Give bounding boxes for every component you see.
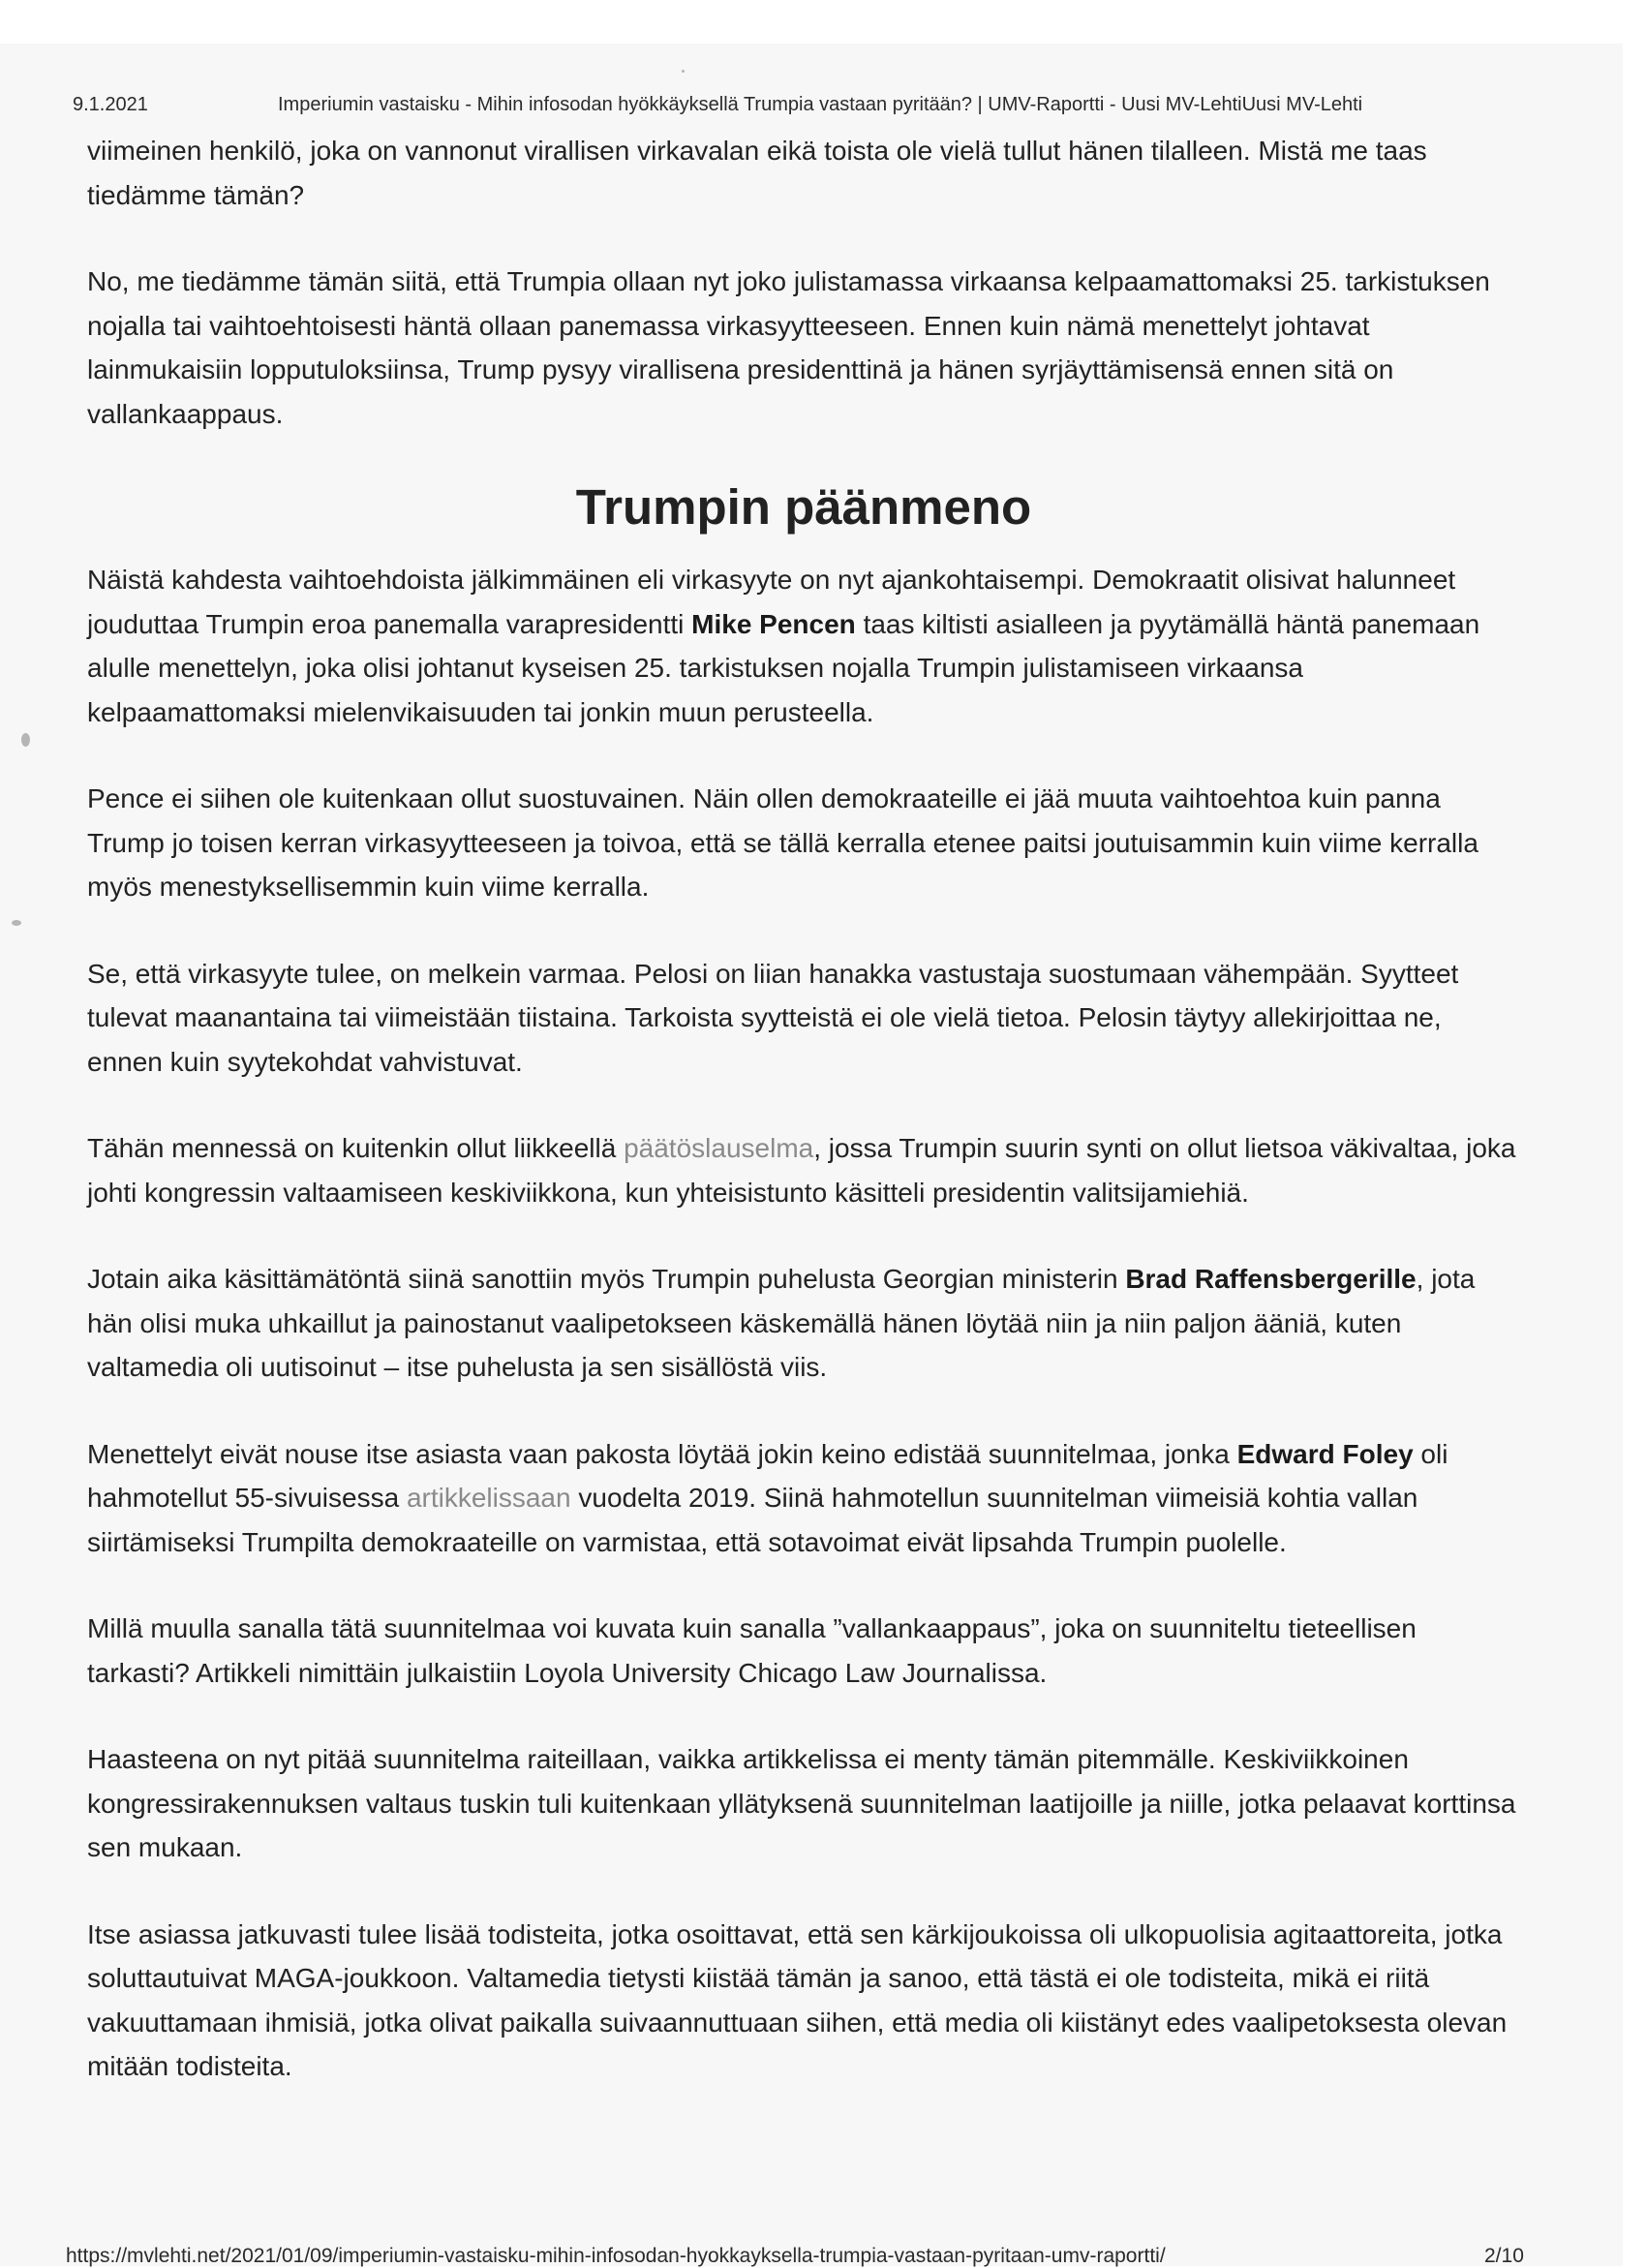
name-mike-pence: Mike Pencen <box>691 608 856 639</box>
paragraph-4: Pence ei siihen ole kuitenkaan ollut suostuvainen. Näin ollen demokraateille ei jää muuta vaihtoehtoa kuin panna Trump jo toisen kerran virkasyytteeseen ja toivoa, että se tällä kerralla etenee paitsi joutuisammin kuin viime kerralla myös menestyksellisemmin kuin viime kerralla. <box>87 783 1478 902</box>
print-url: https://mvlehti.net/2021/01/09/imperiumin-vastaisku-mihin-infosodan-hyokkayksella-trumpia-vastaan-pyritaan-umv-raportti/ <box>66 2245 1166 2267</box>
page-number: 2/10 <box>1484 2245 1524 2267</box>
paragraph-9: Millä muulla sanalla tätä suunnitelmaa voi kuvata kuin sanalla ”vallankaappaus”, joka on suunniteltu tieteellisen tarkasti? Artikkeli nimittäin julkaistiin Loyola University Chicago Law Journalissa. <box>87 1613 1417 1688</box>
paragraph-6 <box>87 1126 1520 1214</box>
scan-speck <box>12 920 21 926</box>
paragraph-6-text-end: , jossa Trumpin suurin synti on ollut lietsoa väkivaltaa, joka johti kongressin valtaamiseen keskiviikkona, kun yhteisistunto käsitteli presidentin valitsijamiehiä. <box>87 1133 1516 1208</box>
resolution-link[interactable]: päätöslauselma <box>624 1133 814 1163</box>
paragraph-8-text: Menettelyt eivät nouse itse asiasta vaan pakosta löytää jokin keino edistää suunnitelmaa, jonka <box>87 1438 1237 1469</box>
name-brad-raffensberger: Brad Raffensbergerille <box>1125 1264 1417 1294</box>
paragraph-10: Haasteena on nyt pitää suunnitelma raiteillaan, vaikka artikkelissa ei menty tämän pitemmälle. Keskiviikkoinen kongressirakennuksen valtaus tuskin tuli kuitenkaan yllätyksenä suunnitelman laatijoille ja niille, jotka pelaavat korttinsa sen mukaan. <box>87 1744 1516 1862</box>
paragraph-6-text: Tähän mennessä on kuitenkin ollut liikkeellä <box>87 1133 625 1163</box>
print-date: 9.1.2021 <box>73 94 148 115</box>
scan-speck <box>682 70 685 73</box>
paragraph-5: Se, että virkasyyte tulee, on melkein varmaa. Pelosi on liian hanakka vastustaja suostumaan vähempään. Syytteet tulevat maanantaina tai viimeistään tiistaina. Tarkoista syytteistä ei ole vielä tietoa. Pelosin täytyy allekirjoittaa ne, ennen kuin syytekohdat vahvistuvat. <box>87 958 1459 1077</box>
paragraph-8 <box>87 1432 1520 1565</box>
paragraph-8-text-mid: oli hahmotellut 55-sivuisessa <box>87 1438 1448 1513</box>
paragraph-3 <box>87 558 1520 734</box>
paragraph-1: viimeinen henkilö, joka on vannonut virallisen virkavalan eikä toista ole vielä tullut hänen tilalleen. Mistä me taas tiedämme tämän? <box>87 136 1427 210</box>
paragraph-3-text: Näistä kahdesta vaihtoehdoista jälkimmäinen eli virkasyyte on nyt ajankohtaisempi. Demokraatit olisivat halunneet jouduttaa Trumpin eroa panemalla varapresidentti <box>87 565 1456 639</box>
print-page-title: Imperiumin vastaisku - Mihin infosodan hyökkäyksellä Trumpia vastaan pyritään? | UMV-Raportti - Uusi MV-LehtiUusi MV-Lehti <box>278 94 1363 115</box>
paragraph-7 <box>87 1257 1520 1390</box>
article-link[interactable]: artikkelissaan <box>406 1483 571 1513</box>
article-body <box>87 129 1520 2131</box>
section-heading: Trumpin päänmeno <box>575 479 1032 535</box>
paragraph-7-text: Jotain aika käsittämätöntä siinä sanottiin myös Trumpin puhelusta Georgian ministerin <box>87 1264 1126 1294</box>
paragraph-7-text-end: , jota hän olisi muka uhkaillut ja painostanut vaalipetokseen käskemällä hänen löytää niin ja niin paljon ääniä, kuten valtamedia oli uutisoinut – itse puhelusta ja sen sisällöstä viis. <box>87 1264 1476 1382</box>
paragraph-2: No, me tiedämme tämän siitä, että Trumpia ollaan nyt joko julistamassa virkaansa kelpaamattomaksi 25. tarkistuksen nojalla tai vaihtoehtoisesti häntä ollaan panemassa virkasyytteeseen. Ennen kuin nämä menettelyt johtavat lainmukaisiin lopputuloksiinsa, Trump pysyy virallisena presidenttinä ja hänen syrjäyttämisensä ennen sitä on vallankaappaus. <box>87 266 1490 429</box>
paragraph-3-text-end: taas kiltisti asialleen ja pyytämällä häntä panemaan alulle menettelyn, joka olisi johtanut kyseisen 25. tarkistuksen nojalla Trumpin julistamiseen virkaansa kelpaamattomaksi mielenvikaisuuden tai jonkin muun perusteella. <box>87 608 1480 727</box>
paragraph-11: Itse asiassa jatkuvasti tulee lisää todisteita, jotka osoittavat, että sen kärkijoukoissa oli ulkopuolisia agitaattoreita, jotka soluttautuivat MAGA-joukkoon. Valtamedia tietysti kiistää tämän ja sanoo, että tästä ei ole todisteita, mikä ei riitä vakuuttamaan ihmisiä, jotka olivat paikalla suivaannuttuaan siihen, että media oli kiistänyt edes vaalipetoksesta olevan mitään todisteita. <box>87 1918 1508 2081</box>
scan-speck <box>21 733 30 747</box>
name-edward-foley: Edward Foley <box>1236 1438 1414 1469</box>
paragraph-8-text-end: vuodelta 2019. Siinä hahmotellun suunnitelman viimeisiä kohtia vallan siirtämiseksi Trumpilta demokraateille on varmistaa, että sotavoimat eivät lipsahda Trumpin puolelle. <box>87 1483 1418 1557</box>
